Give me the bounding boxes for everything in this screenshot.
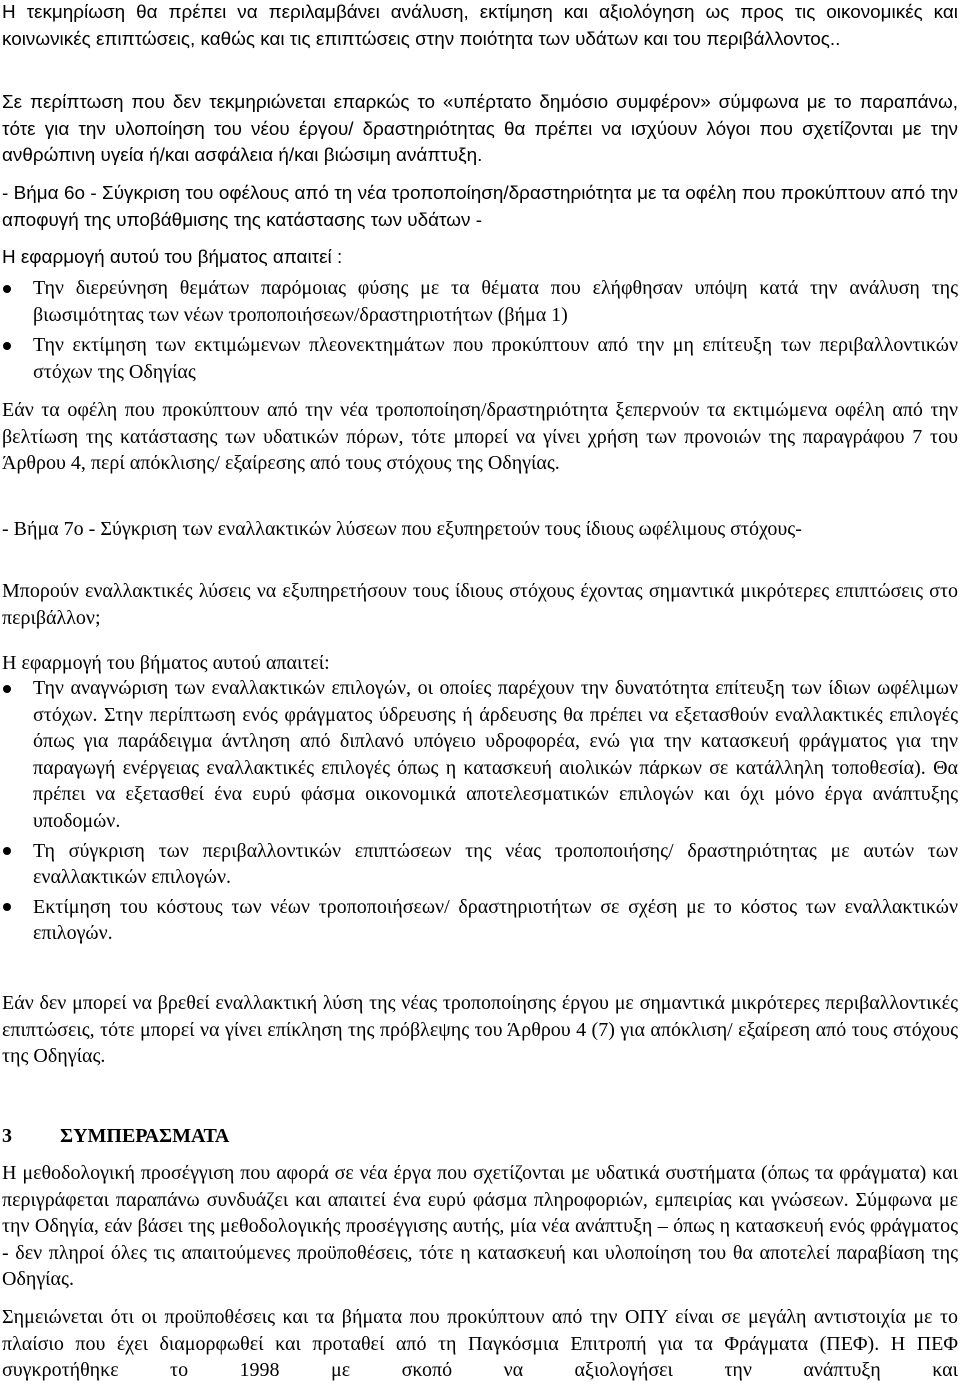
bullet-icon [3,847,11,855]
paragraph-benefits-exceed: Εάν τα οφέλη που προκύπτουν από την νέα τροποποίηση/δραστηριότητα ξεπερνούν τα εκτιμώμενα οφέλη από την βελτίωση της κατάστασης των υδατικών πόρων, τότε μπορεί να γίνει χρήση των προνοιών της παραγράφου 7 του Άρθρου 4, περί απόκλισης/ εξαίρεσης από τους στόχους της Οδηγίας. [2,399,958,475]
bullet-icon [3,342,11,350]
step-7-requirement-list [2,675,958,947]
section-heading [2,1123,958,1150]
paragraph-public-interest: Σε περίπτωση που δεν τεκμηριώνεται επαρκώς το «υπέρτατο δημόσιο συμφέρον» σύμφωνα με το παραπάνω, τότε για την υλοποίηση του νέου έργου/ δραστηριότητας θα πρέπει να ισχύουν λόγοι που σχετίζονται με την ανθρώπινη υγεία ή/και ασφάλεια ή/και βιώσιμη ανάπτυξη. [2,92,958,167]
paragraph-conclusions: Η μεθοδολογική προσέγγιση που αφορά σε νέα έργα που σχετίζονται με υδατικά συστήματα (όπως τα φράγματα) και περιγράφεται παραπάνω συνδυάζει και απαιτεί ένα ευρύ φάσμα πληροφοριών, εμπειρίας και γνώσεων. Σύμφωνα με την Οδηγία, εάν βάσει της μεθοδολογικής προσέγγισης αυτής, μία νέα ανάπτυξη – όπως η κατασκευή ενός φράγματος - δεν πληροί όλες τις απαιτούμενες προϋποθέσεις, τότε η κατασκευή και υλοποίηση του θα αποτελεί παραβίαση της Οδηγίας. [2,1162,958,1291]
step-6-requirement-list [2,275,958,385]
section-number: 3 [2,1125,12,1147]
list-item-text: Την αναγνώριση των εναλλακτικών επιλογών, οι οποίες παρέχουν την δυνατότητα επίτευξη των ίδιων ωφέλιμων στόχων. Στην περίπτωση ενός φράγματος ύδρευσης ή άρδευσης θα πρέπει να εξετασθούν εναλλακτικές επιλογές όπως για παράδειγμα άντληση από διπλανό υπόγειο υδροφορέα, ενώ για την κατασκευή φράγματος για την παραγωγή ενέργειας εναλλακτικές επιλογές όπως η κατασκευή αιολικών πάρκων σε κατάλληλη τοποθεσία). Θα πρέπει να εξετασθεί ένα ευρύ φάσμα οικονομικά αποτελεσματικών επιλογών και όχι μόνο έργα ανάπτυξης υποδομών. [33,677,958,832]
step-6-heading: - Βήμα 6ο - Σύγκριση του οφέλους από τη νέα τροποποίηση/δραστηριότητα με τα οφέλη που προκύπτουν από την αποφυγή της υποβάθμισης της κατάστασης των υδάτων - [2,183,958,231]
list-item [2,894,958,947]
step-7-heading: - Βήμα 7ο - Σύγκριση των εναλλακτικών λύσεων που εξυπηρετούν τους ίδιους ωφέλιμους στόχους- [2,518,802,540]
list-item [2,275,958,328]
step-6-requirement-intro: Η εφαρμογή αυτού του βήματος απαιτεί : [2,247,343,268]
list-item [2,838,958,891]
list-item-text: Την διερεύνηση θεμάτων παρόμοιας φύσης με τα θέματα που ελήφθησαν υπόψη κατά την ανάλυση της βιωσιμότητας των νέων τροποποιήσεων/δραστηριοτήτων (βήμα 1) [33,277,958,326]
list-item [2,332,958,385]
step-7-requirement-intro: Η εφαρμογή του βήματος αυτού απαιτεί: [2,652,330,674]
bullet-icon [3,685,11,693]
bullet-icon [3,903,11,911]
paragraph-documentation: Η τεκμηρίωση θα πρέπει να περιλαμβάνει ανάλυση, εκτίμηση και αξιολόγηση ως προς τις οικονομικές και κοινωνικές επιπτώσεις, καθώς και τις επιπτώσεις στην ποιότητα των υδάτων και του περιβάλλοντος.. [2,2,958,50]
list-item-text: Εκτίμηση του κόστους των νέων τροποποιήσεων/ δραστηριοτήτων σε σχέση με το κόστος των εναλλακτικών επιλογών. [33,895,958,945]
paragraph-alternatives-question: Μπορούν εναλλακτικές λύσεις να εξυπηρετήσουν τους ίδιους στόχους έχοντας σημαντικά μικρότερες επιπτώσεις στο περιβάλλον; [2,580,958,629]
list-item-text: Την εκτίμηση των εκτιμώμενων πλεονεκτημάτων που προκύπτουν από την μη επίτευξη των περιβαλλοντικών στόχων της Οδηγίας [33,334,958,383]
paragraph-wcd: Σημειώνεται ότι οι προϋποθέσεις και τα βήματα που προκύπτουν από την ΟΠΥ είναι σε μεγάλη αντιστοιχία με το πλαίσιο που έχει διαμορφωθεί και προταθεί από τη Παγκόσμια Επιτροπή για τα Φράγματα (ΠΕΦ). Η ΠΕΦ συγκροτήθηκε το 1998 με σκοπό να αξιολογήσει την ανάπτυξη και [2,1306,958,1382]
bullet-icon [3,285,11,293]
list-item [2,675,958,835]
section-title: ΣΥΜΠΕΡΑΣΜΑΤΑ [60,1125,230,1147]
paragraph-no-alternative: Εάν δεν μπορεί να βρεθεί εναλλακτική λύση της νέας τροποποίησης έργου με σημαντικά μικρότερες περιβαλλοντικές επιπτώσεις, τότε μπορεί να γίνει επίκληση της πρόβλεψης του Άρθρου 4 (7) για απόκλιση/ εξαίρεση από τους στόχους της Οδηγίας. [2,992,958,1068]
list-item-text: Τη σύγκριση των περιβαλλοντικών επιπτώσεων της νέας τροποποιήσης/ δραστηριότητας με αυτών των εναλλακτικών επιλογών. [33,839,958,889]
